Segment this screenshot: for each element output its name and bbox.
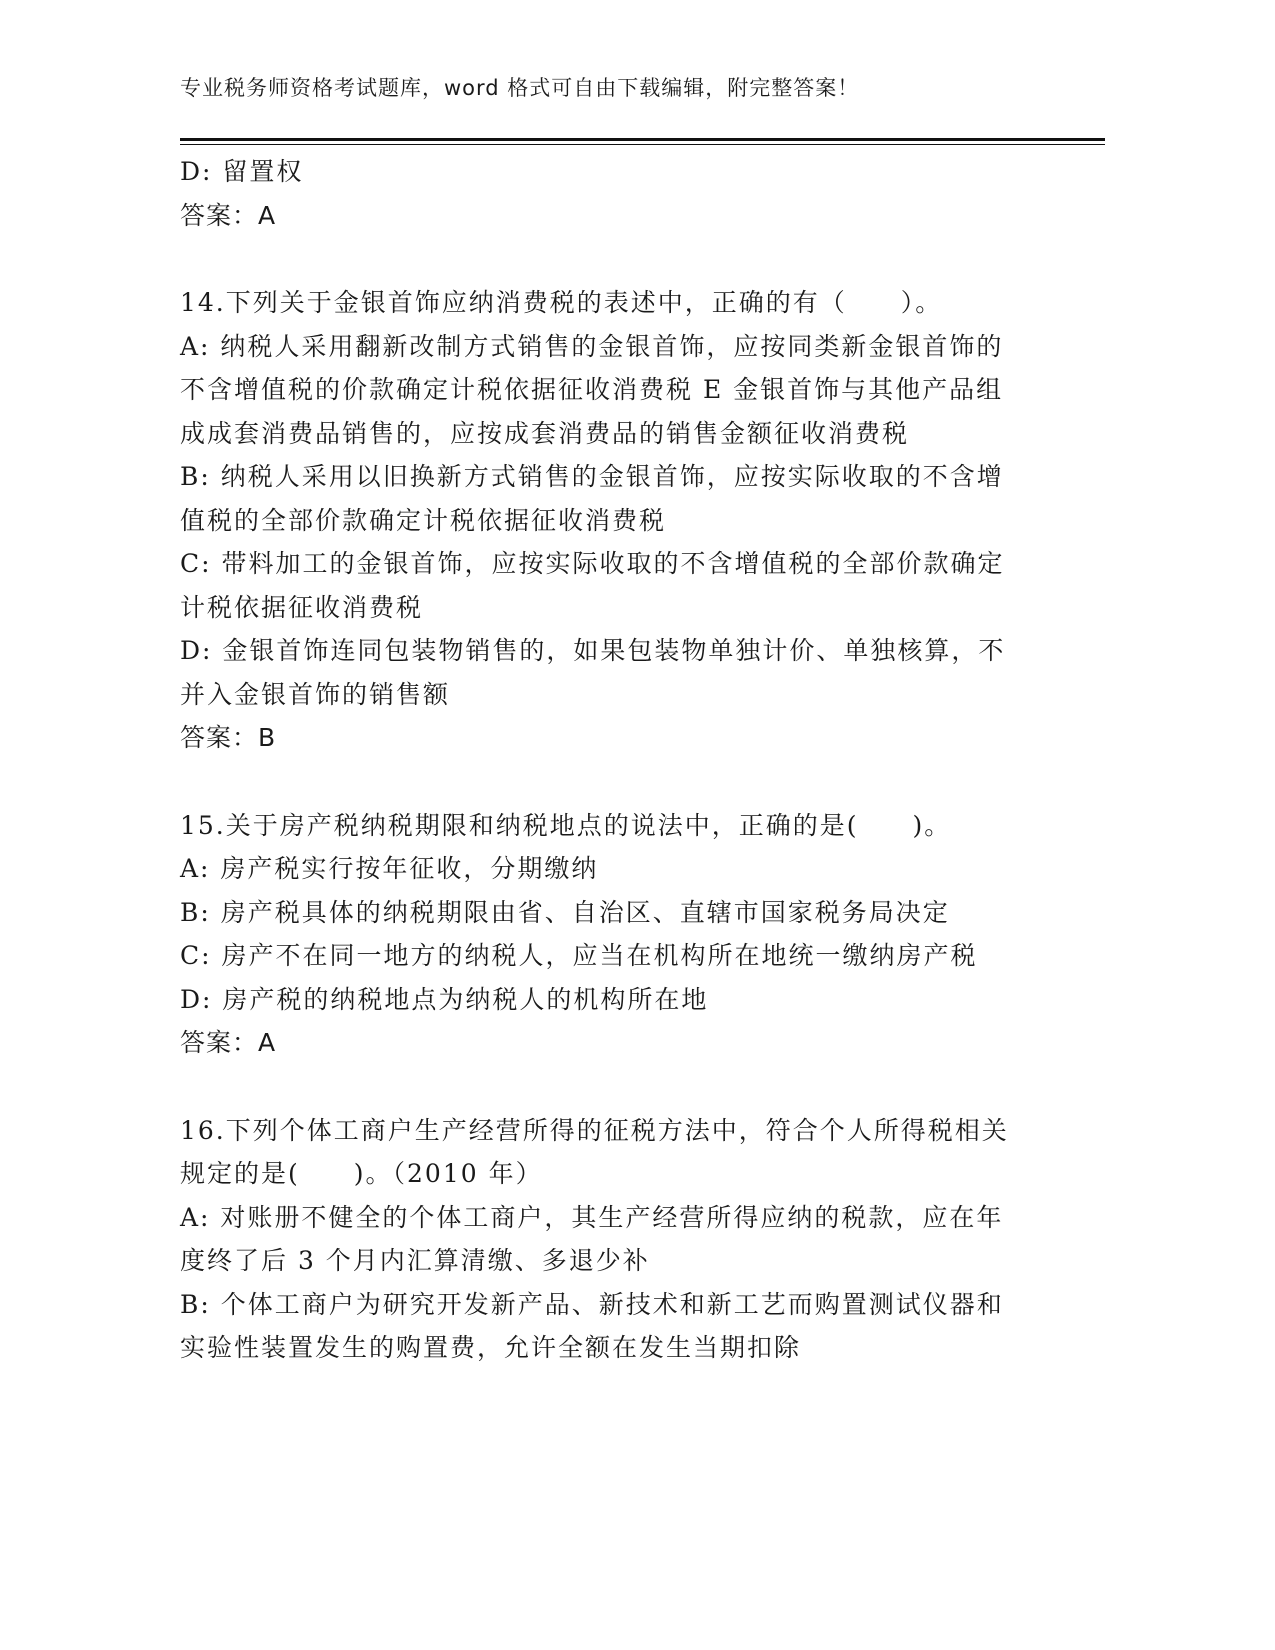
option-a-line: 不含增值税的价款确定计税依据征收消费税 E 金银首饰与其他产品组 [180, 375, 1004, 404]
option-c: C: 房产不在同一地方的纳税人，应当在机构所在地统一缴纳房产税 [180, 941, 978, 970]
option-b: B: 房产税具体的纳税期限由省、自治区、直辖市国家税务局决定 [180, 897, 950, 927]
question-stem: 15.关于房产税纳税期限和纳税地点的说法中，正确的是( )。 [180, 810, 952, 840]
question-stem-line: 16.下列个体工商户生产经营所得的征税方法中，符合个人所得税相关 [180, 1115, 1009, 1145]
answer: 答案：A [180, 1028, 277, 1057]
option-d-line: 并入金银首饰的销售额 [180, 679, 451, 709]
question-content [180, 150, 1040, 1370]
answer: 答案：A [180, 200, 277, 230]
question-16 [180, 1109, 1040, 1370]
option-b-line: 值税的全部价款确定计税依据征收消费税 [180, 505, 667, 535]
header-rule-thin [180, 144, 1105, 145]
option-a: A: 房产税实行按年征收，分期缴纳 [180, 854, 599, 883]
option-d-line: D: 金银首饰连同包装物销售的，如果包装物单独计价、单独核算，不 [180, 636, 1006, 665]
question-15 [180, 804, 1040, 1065]
option-c-line: 计税依据征收消费税 [180, 592, 424, 622]
option-a-line: A: 对账册不健全的个体工商户，其生产经营所得应纳的税款，应在年 [180, 1202, 1004, 1232]
answer: 答案：B [180, 723, 277, 752]
option-b-line: 实验性装置发生的购置费，允许全额在发生当期扣除 [180, 1333, 802, 1362]
page-header-note: 专业税务师资格考试题库，word 格式可自由下载编辑，附完整答案！ [180, 76, 860, 100]
previous-question-tail [180, 150, 1040, 237]
option-c-line: C: 带料加工的金银首饰，应按实际收取的不含增值税的全部价款确定 [180, 549, 1005, 578]
option-a-line: A: 纳税人采用翻新改制方式销售的金银首饰，应按同类新金银首饰的 [180, 331, 1004, 361]
option-d: D: 留置权 [180, 157, 304, 186]
option-a-line: 成成套消费品销售的，应按成套消费品的销售金额征收消费税 [180, 418, 910, 448]
question-stem: 14.下列关于金银首饰应纳消费税的表述中，正确的有（ ）。 [180, 288, 943, 317]
option-a-line: 度终了后 3 个月内汇算清缴、多退少补 [180, 1246, 650, 1275]
option-d: D: 房产税的纳税地点为纳税人的机构所在地 [180, 984, 709, 1014]
option-b-line: B: 个体工商户为研究开发新产品、新技术和新工艺而购置测试仪器和 [180, 1289, 1004, 1319]
header-rule-thick [180, 138, 1105, 141]
question-14 [180, 281, 1040, 760]
question-stem-line: 规定的是( )。（2010 年） [180, 1159, 543, 1188]
option-b-line: B: 纳税人采用以旧换新方式销售的金银首饰，应按实际收取的不含增 [180, 462, 1004, 491]
